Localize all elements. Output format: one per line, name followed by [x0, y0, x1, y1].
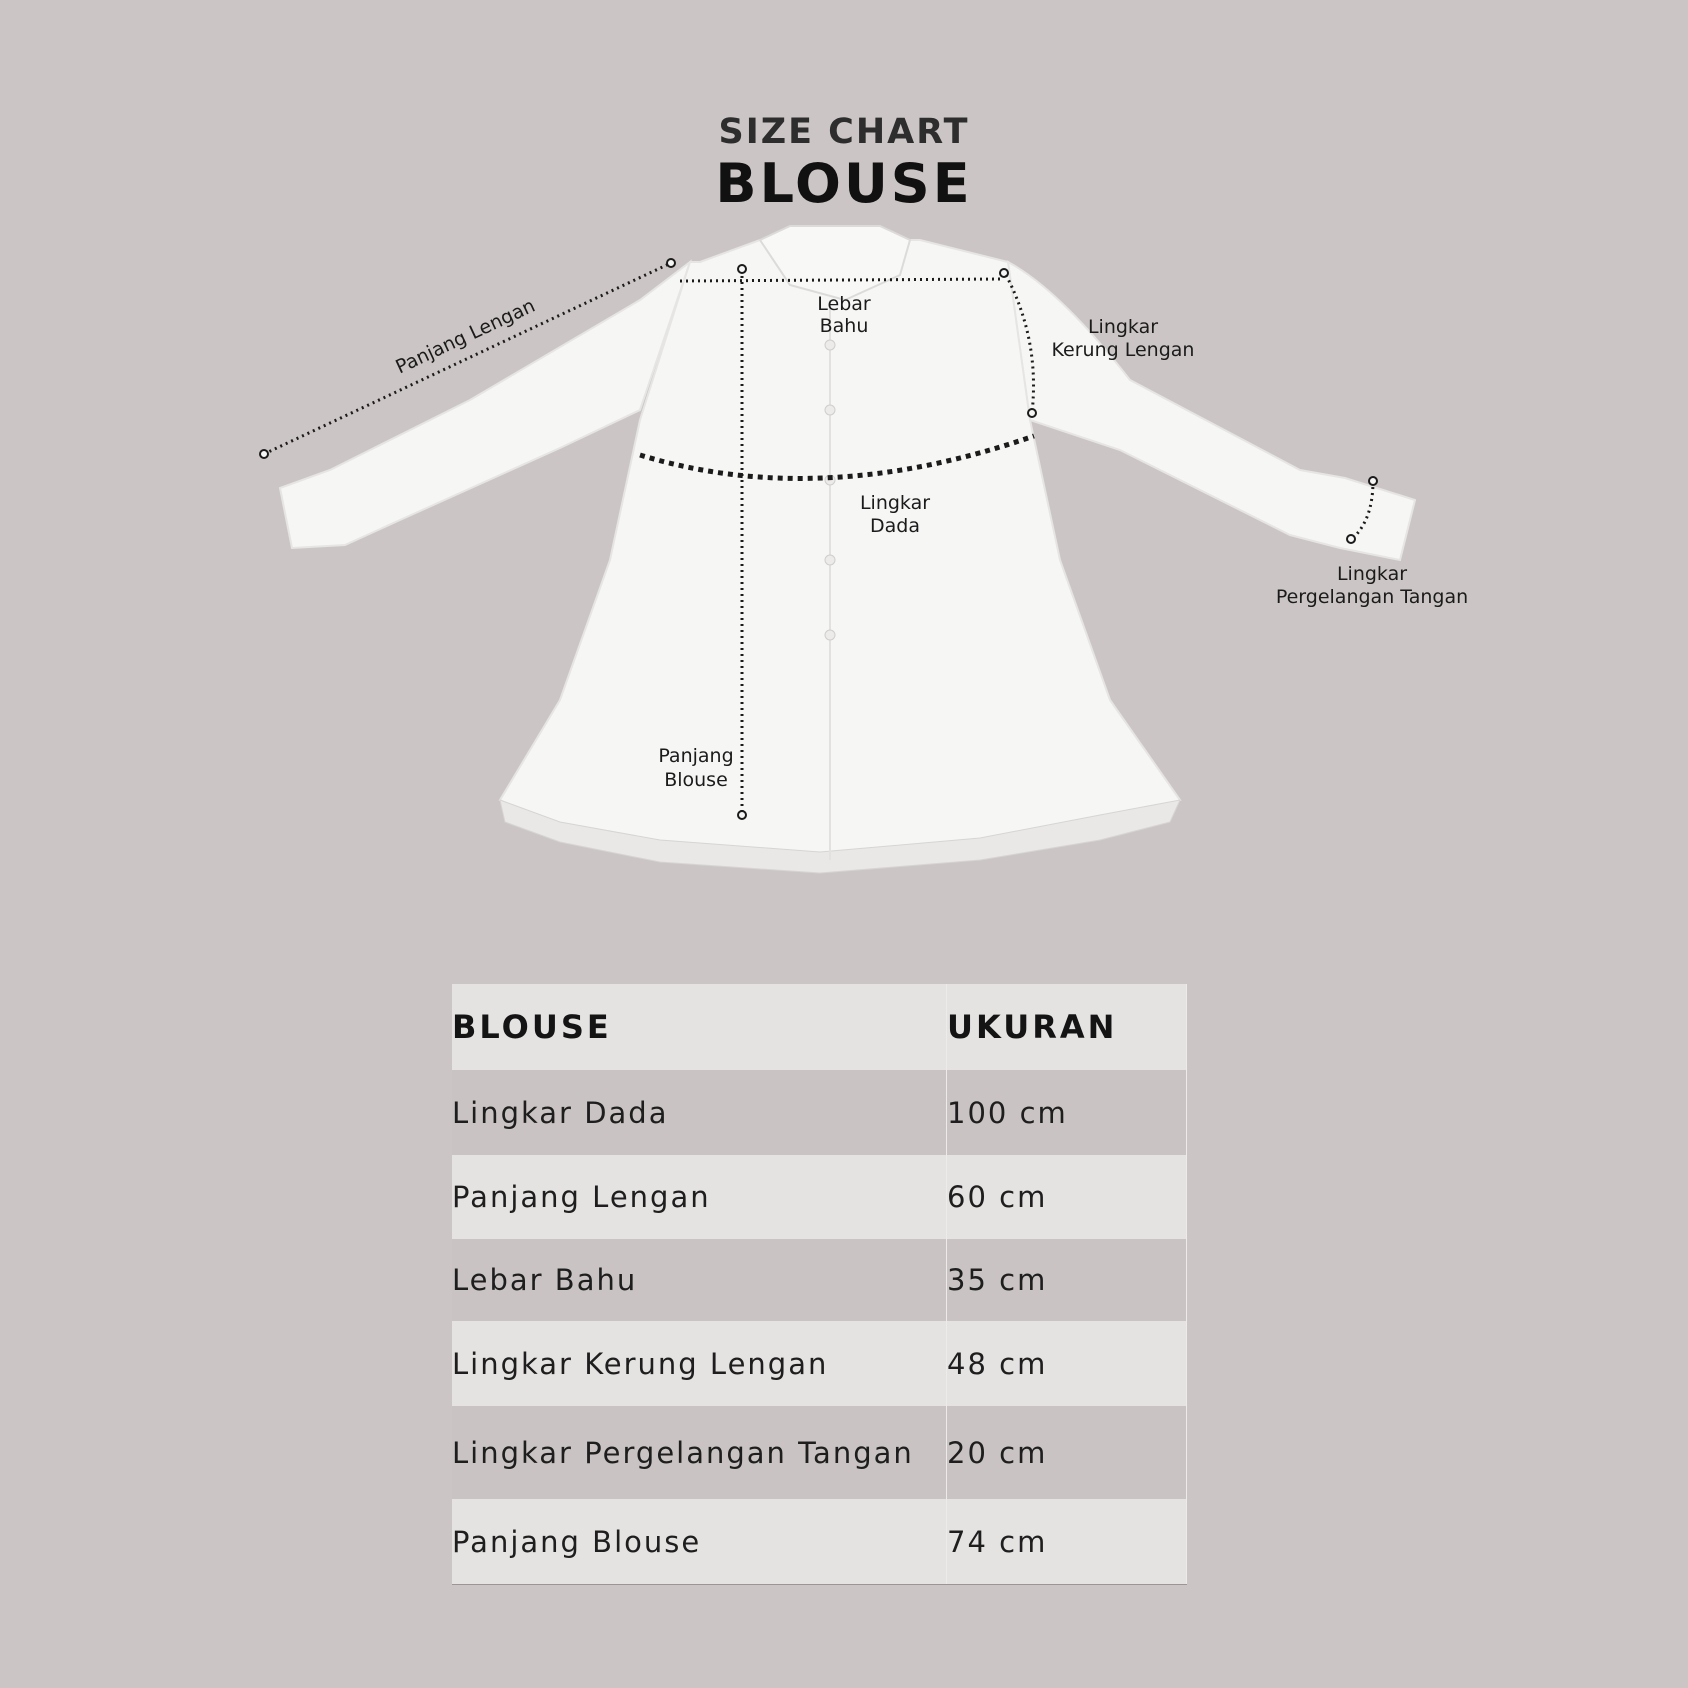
- label-dada-1: Lingkar: [859, 492, 931, 514]
- row-value: 100 cm: [947, 1070, 1187, 1155]
- table-row: [452, 1070, 1187, 1155]
- table-row: [452, 1499, 1187, 1585]
- button-4: [825, 555, 835, 565]
- row-value: 74 cm: [947, 1499, 1187, 1585]
- label-lebar-bahu-1: Lebar: [817, 293, 871, 315]
- label-dada-2: Dada: [870, 515, 920, 537]
- button-2: [825, 405, 835, 415]
- kerung-lengan-end: [1028, 409, 1036, 417]
- panjang-blouse-end-1: [738, 265, 746, 273]
- panjang-blouse-end-2: [738, 811, 746, 819]
- pergelangan-end-1: [1369, 477, 1377, 485]
- panjang-lengan-end-2: [667, 259, 675, 267]
- table-row: [452, 1239, 1187, 1321]
- chart-subtitle: SIZE CHART: [718, 112, 970, 152]
- label-panjang-blouse-1: Panjang: [658, 745, 734, 767]
- label-pergelangan-1: Lingkar: [1336, 563, 1408, 585]
- label-lebar-bahu-2: Bahu: [819, 315, 869, 337]
- panjang-lengan-end-1: [260, 450, 268, 458]
- label-pergelangan-2: Pergelangan Tangan: [1275, 586, 1469, 608]
- right-sleeve-shape: [1008, 262, 1415, 560]
- chart-title: BLOUSE: [715, 152, 973, 215]
- row-name: Panjang Lengan: [452, 1155, 947, 1239]
- row-value: 60 cm: [947, 1155, 1187, 1239]
- table-row: [452, 1406, 1187, 1499]
- label-panjang-lengan: Panjang Lengan: [392, 294, 539, 379]
- row-name: Lingkar Pergelangan Tangan: [452, 1406, 947, 1499]
- pergelangan-end-2: [1347, 535, 1355, 543]
- button-5: [825, 630, 835, 640]
- row-name: Panjang Blouse: [452, 1499, 947, 1585]
- table-header-row: [452, 984, 1187, 1070]
- row-name: Lingkar Kerung Lengan: [452, 1321, 947, 1406]
- button-1: [825, 340, 835, 350]
- header-ukuran: UKURAN: [947, 984, 1187, 1070]
- row-name: Lebar Bahu: [452, 1239, 947, 1321]
- table-row: [452, 1321, 1187, 1406]
- size-table: [452, 984, 1187, 1585]
- row-value: 48 cm: [947, 1321, 1187, 1406]
- header-blouse: BLOUSE: [452, 984, 947, 1070]
- row-value: 35 cm: [947, 1239, 1187, 1321]
- row-name: Lingkar Dada: [452, 1070, 947, 1155]
- label-panjang-blouse-2: Blouse: [664, 769, 728, 791]
- label-kerung-2: Kerung Lengan: [1051, 339, 1195, 361]
- label-kerung-1: Lingkar: [1087, 316, 1159, 338]
- table-row: [452, 1155, 1187, 1239]
- row-value: 20 cm: [947, 1406, 1187, 1499]
